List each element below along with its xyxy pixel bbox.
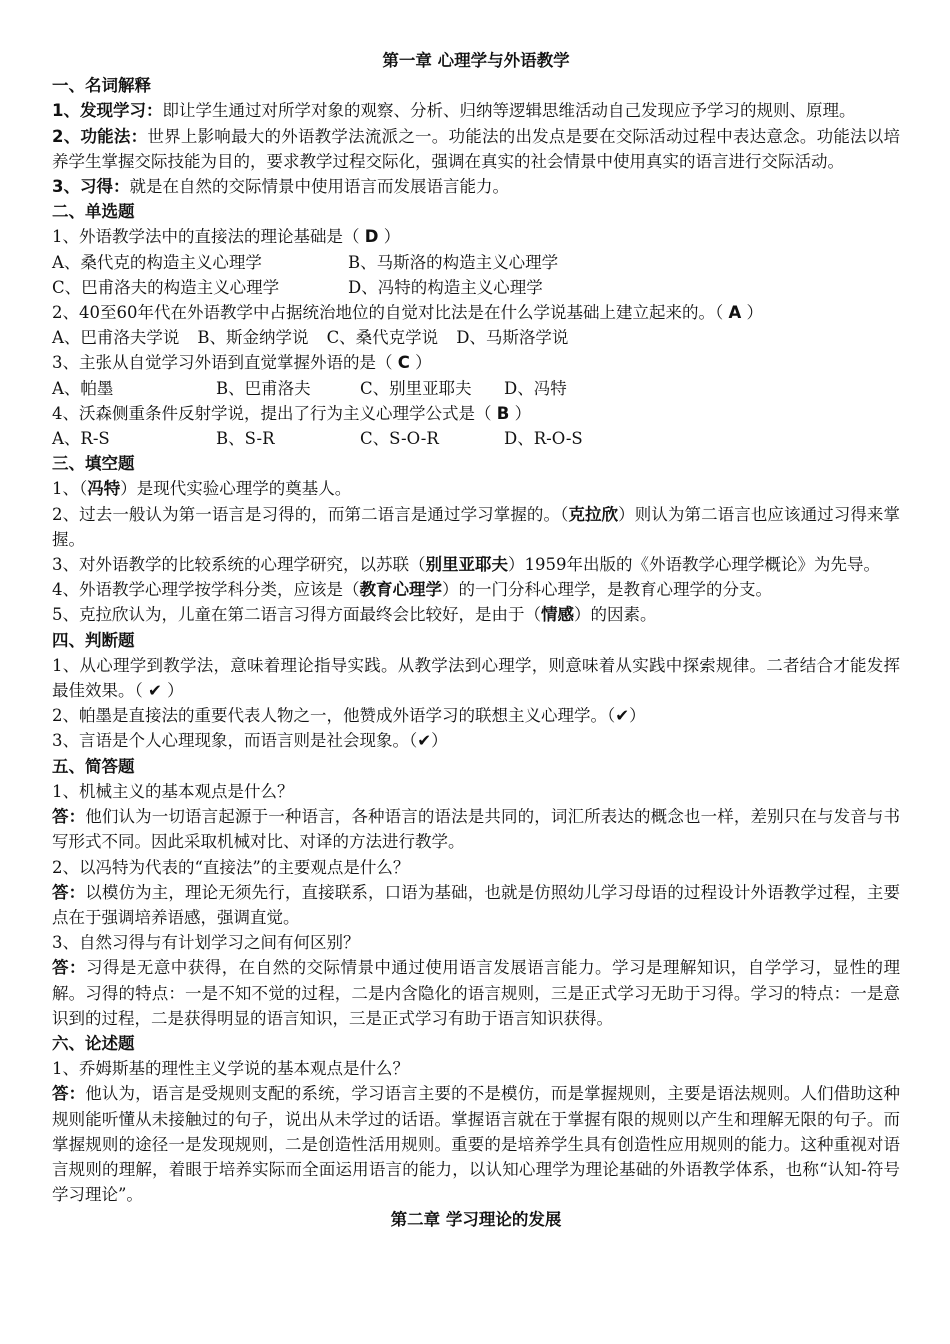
essay-answer-1-text: 他认为，语言是受规则支配的系统，学习语言主要的不是模仿，而是掌握规则，主要是语法规则。人们借助这种规则能听懂从未接触过的句子，说出从未学过的话语。掌握语言就在于掌握有限的规则以产生和理解无限的句子。而掌握规则的途径一是发现规则，二是创造性活用规则。重要的是培养学生具有创造性应用规则的能力。这种重视对语言规则的理解，着眼于培养实际而全面运用语言的能力，以认知心理学为理论基础的外语教学体系，也称“认知-符号学习理论”。 bbox=[52, 1084, 901, 1205]
fill-1-pre: 1、（ bbox=[52, 479, 88, 499]
mc-question-3 bbox=[52, 350, 900, 375]
essay-answer-1 bbox=[52, 1081, 900, 1207]
answer-label: 答： bbox=[52, 958, 86, 978]
mc-question-3-stem: 3、主张从自觉学习外语到直觉掌握外语的是（ bbox=[52, 353, 398, 373]
section-1-heading: 一、名词解释 bbox=[52, 76, 151, 96]
fill-1-answer: 冯特 bbox=[87, 479, 121, 499]
fill-5-answer: 情感 bbox=[541, 605, 574, 625]
fill-2-pre: 2、过去一般认为第一语言是习得的，而第二语言是通过学习掌握的。（ bbox=[52, 504, 569, 524]
answer-label: 答： bbox=[52, 1084, 86, 1104]
chapter-1-title: 第一章 心理学与外语教学 bbox=[382, 51, 570, 70]
mc-question-2-stem: 2、40至60年代在外语教学中占据统治地位的自觉对比法是在什么学说基础上建立起来的。（ bbox=[52, 303, 729, 323]
mc-option-4d: D、R-O-S bbox=[504, 429, 583, 449]
short-answer-2-text: 以模仿为主，理论无须先行，直接联系，口语为基础，也就是仿照幼儿学习母语的过程设计外语教学过程，主要点在于强调培养语感，强调直觉。 bbox=[52, 882, 901, 927]
mc-question-4-stem: 4、沃森侧重条件反射学说，提出了行为主义心理学公式是（ bbox=[52, 403, 497, 423]
fill-1-post: ）是现代实验心理学的奠基人。 bbox=[120, 479, 352, 499]
mc-option-4a: A、R-S bbox=[52, 429, 110, 449]
term-1 bbox=[52, 98, 900, 123]
answer-label: 答： bbox=[52, 807, 86, 827]
short-question-2: 2、以冯特为代表的“直接法”的主要观点是什么？ bbox=[52, 857, 410, 877]
judge-2: 2、帕墨是直接法的重要代表人物之一，他赞成外语学习的联想主义心理学。（✔） bbox=[52, 706, 646, 726]
fill-5-post: ）的因素。 bbox=[574, 605, 657, 625]
mc-option-2d: D、马斯洛学说 bbox=[456, 328, 569, 348]
section-4-heading: 四、判断题 bbox=[52, 630, 135, 650]
fill-2 bbox=[52, 502, 900, 552]
mc-option-2b: B、斯金纳学说 bbox=[197, 328, 309, 348]
term-3 bbox=[52, 174, 900, 199]
fill-4-pre: 4、外语教学心理学按学科分类，应该是（ bbox=[52, 580, 360, 600]
mc-options-1-row-1 bbox=[52, 250, 900, 275]
mc-option-3b: B、巴甫洛夫 bbox=[216, 378, 311, 398]
mc-question-2 bbox=[52, 300, 900, 325]
mc-answer-3: C bbox=[397, 353, 410, 373]
mc-option-3a: A、帕墨 bbox=[52, 378, 114, 398]
chapter-2-title: 第二章 学习理论的发展 bbox=[390, 1210, 562, 1230]
fill-5-pre: 5、克拉欣认为，儿童在第二语言习得方面最终会比较好，是由于（ bbox=[52, 605, 541, 625]
mc-option-4c: C、S-O-R bbox=[360, 429, 439, 449]
term-1-text: 即让学生通过对所学对象的观察、分析、归纳等逻辑思维活动自己发现应予学习的规则、原理。 bbox=[162, 101, 856, 121]
mc-options-1-row-2 bbox=[52, 275, 900, 300]
mc-options-2 bbox=[52, 325, 900, 350]
essay-question-1: 1、乔姆斯基的理性主义学说的基本观点是什么？ bbox=[52, 1059, 409, 1079]
section-2-heading: 二、单选题 bbox=[52, 202, 135, 222]
term-3-label: 3、习得： bbox=[52, 177, 130, 197]
term-1-label: 1、发现学习： bbox=[52, 101, 163, 121]
fill-3-pre: 3、对外语教学的比较系统的心理学研究，以苏联（ bbox=[52, 555, 426, 575]
mc-option-3d: D、冯特 bbox=[504, 378, 567, 398]
mc-option-2c: C、桑代克学说 bbox=[326, 328, 439, 348]
fill-4-answer: 教育心理学 bbox=[359, 580, 442, 600]
fill-2-answer: 克拉欣 bbox=[568, 504, 619, 524]
short-answer-1 bbox=[52, 804, 900, 854]
document-page bbox=[52, 48, 900, 1233]
short-question-3: 3、自然习得与有计划学习之间有何区别？ bbox=[52, 933, 360, 953]
fill-4 bbox=[52, 577, 900, 602]
short-question-1: 1、机械主义的基本观点是什么？ bbox=[52, 781, 294, 801]
fill-3-post: ）1959年出版的《外语教学心理学概论》为先导。 bbox=[508, 555, 880, 575]
term-2-label: 2、功能法： bbox=[52, 126, 148, 146]
mc-options-3 bbox=[52, 376, 900, 401]
mc-question-1 bbox=[52, 224, 900, 249]
mc-option-1b: B、马斯洛的构造主义心理学 bbox=[348, 252, 559, 272]
fill-3-answer: 别里亚耶夫 bbox=[425, 555, 508, 575]
fill-2-post: ）则认为第二语言也应该通过习得来掌握。 bbox=[52, 504, 901, 549]
mc-question-4-end: ） bbox=[509, 403, 532, 423]
short-answer-3 bbox=[52, 955, 900, 1031]
mc-question-2-end: ） bbox=[741, 303, 764, 323]
mc-question-3-end: ） bbox=[409, 353, 432, 373]
section-5-heading: 五、简答题 bbox=[52, 756, 135, 776]
mc-question-1-end: ） bbox=[378, 227, 401, 247]
term-2 bbox=[52, 124, 900, 174]
section-3-heading: 三、填空题 bbox=[52, 454, 135, 474]
mc-answer-1: D bbox=[364, 227, 379, 247]
short-answer-2 bbox=[52, 880, 900, 930]
mc-option-2a: A、巴甫洛夫学说 bbox=[52, 328, 180, 348]
fill-3 bbox=[52, 552, 900, 577]
mc-option-1a: A、桑代克的构造主义心理学 bbox=[52, 252, 262, 272]
mc-option-3c: C、别里亚耶夫 bbox=[360, 378, 472, 398]
fill-5 bbox=[52, 602, 900, 627]
short-answer-1-text: 他们认为一切语言起源于一种语言，各种语言的语法是共同的，词汇所表达的概念也一样，差别只在与发音与书写形式不同。因此采取机械对比、对译的方法进行教学。 bbox=[52, 807, 901, 852]
mc-question-4 bbox=[52, 401, 900, 426]
mc-options-4 bbox=[52, 426, 900, 451]
mc-option-4b: B、S-R bbox=[216, 429, 275, 449]
section-6-heading: 六、论述题 bbox=[52, 1033, 135, 1053]
mc-option-1d: D、冯特的构造主义心理学 bbox=[348, 277, 543, 297]
fill-1 bbox=[52, 476, 900, 501]
term-2-text: 世界上影响最大的外语教学法流派之一。功能法的出发点是要在交际活动过程中表达意念。功能法以培养学生掌握交际技能为目的，要求教学过程交际化，强调在真实的社会情景中使用真实的语言进行交际活动。 bbox=[52, 126, 901, 171]
term-3-text: 就是在自然的交际情景中使用语言而发展语言能力。 bbox=[129, 177, 509, 197]
mc-answer-4: B bbox=[496, 403, 510, 423]
mc-option-1c: C、巴甫洛夫的构造主义心理学 bbox=[52, 277, 280, 297]
mc-answer-2: A bbox=[728, 303, 742, 323]
answer-label: 答： bbox=[52, 882, 86, 902]
judge-1: 1、从心理学到教学法，意味着理论指导实践。从教学法到心理学，则意味着从实践中探索规律。二者结合才能发挥最佳效果。（ ✔ ） bbox=[52, 655, 900, 701]
short-answer-3-text: 习得是无意中获得，在自然的交际情景中通过使用语言发展语言能力。学习是理解知识，自学学习，显性的理解。习得的特点：一是不知不觉的过程，二是内含隐化的语言规则，三是正式学习无助于习得。学习的特点：一是意识到的过程，二是获得明显的语言知识，三是正式学习有助于语言知识获得。 bbox=[52, 958, 901, 1028]
judge-3: 3、言语是个人心理现象，而语言则是社会现象。（✔） bbox=[52, 731, 448, 751]
fill-4-post: ）的一门分科心理学，是教育心理学的分支。 bbox=[442, 580, 772, 600]
mc-question-1-stem: 1、外语教学法中的直接法的理论基础是（ bbox=[52, 227, 365, 247]
